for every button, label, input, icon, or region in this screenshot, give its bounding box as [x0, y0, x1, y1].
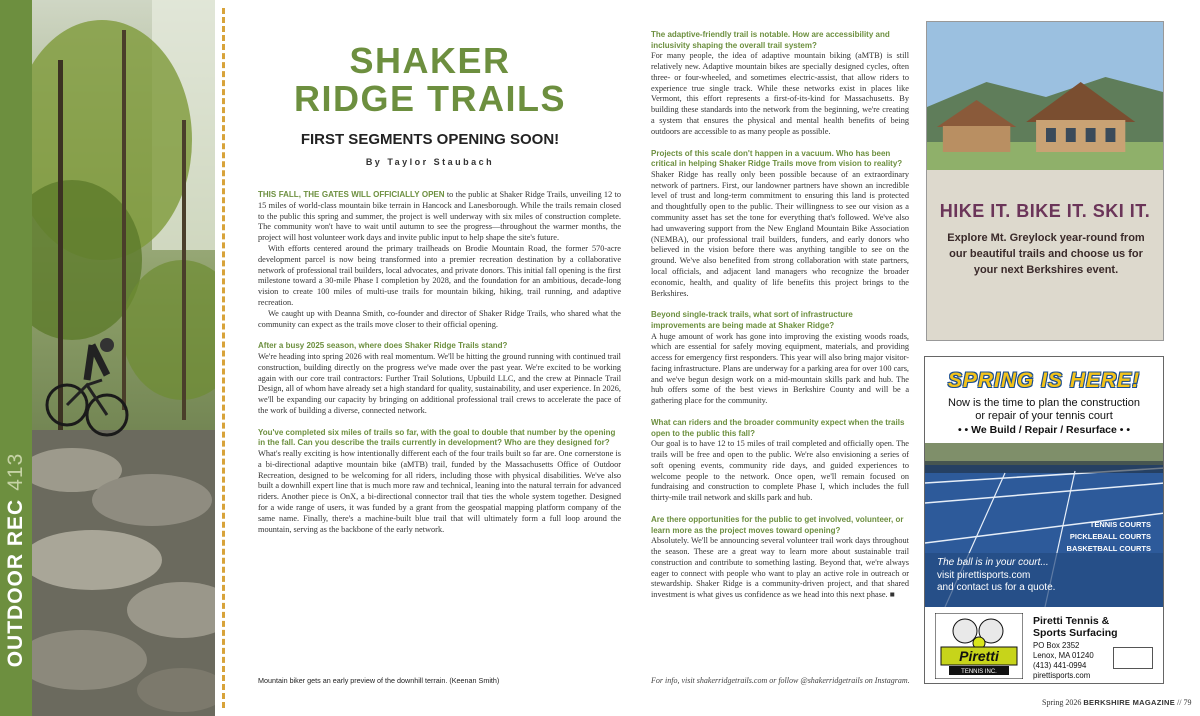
article-title: SHAKER RIDGE TRAILS [293, 40, 566, 119]
company-name: Piretti Tennis & Sports Surfacing [1033, 615, 1118, 639]
ad-line: or repair of your tennis court [975, 410, 1113, 422]
ad-line: Now is the time to plan the construction [948, 397, 1140, 409]
answer-paragraph: A huge amount of work has gone into improving the existing woods roads, which are essential for safely moving equipment, materials, and providing access for emergency first responders. This year will also bring major visitor-facing infrastructure. Plans are underway for a parking area for over 100 cars, and we've begun design work on a mid-mountain skills park and hub. The hub offers some of the best views in Berkshire County and will be a gathering place for the community. [651, 331, 910, 406]
answer-paragraph: Shaker Ridge has really only been possible because of an extraordinary network of partners. First, our landowner partners have shown an incredible level of trust and long-term commitment to ensuring this land is protected and thoughtfully open to the public. Their willingness to see our vision as a community asset has set the tone for everything that's followed. We've also had unwavering support from the New England Mountain Bike Association (NEMBA), our professional trail builders, funders, and early donors who believed in the vision before there was anything tangible to see on the ground. We've also benefited from strong collaboration with state partners, local officials, and adjacent land managers who recognize the broader economic, health, and quality of life benefits this project brings to the Berkshires. [651, 169, 909, 298]
article-subtitle: FIRST SEGMENTS OPENING SOON! [300, 131, 560, 148]
question-heading: The adaptive-friendly trail is notable. How are accessibility and inclusivity shaping the overall trail system? [651, 30, 890, 50]
end-mark: ■ [889, 590, 895, 600]
question-heading: Beyond single-track trails, what sort of infrastructure improvements are being made at Shaker Ridge? [651, 310, 853, 330]
accreditation-badge [1113, 647, 1153, 669]
photo-caption: Mountain biker gets an early preview of the downhill terrain. (Keenan Smith) [258, 676, 500, 685]
section-page-number: 413 [4, 452, 27, 491]
question-heading: Are there opportunities for the public to get involved, volunteer, or learn more as the project moves toward opening? [651, 515, 904, 535]
answer-paragraph: What's really exciting is how intentionally different each of the four trails built so far are. One cornerstone is a bi-directional adaptive mountain bike (aMTB) trail, funded by the Massachusetts Office of Outdoor Recreation, designed to be welcoming for all riders, including those with physical disabilities. We've also built a downhill expert line that is much more raw and technical, leaning into the natural terrain for advanced riders. Another piece is OnX, a bi-directional connector trail that ties the whole system together. Designed for a wide range of users, it was funded by a grant from the geospatial mapping platform company of the same name. Finally, there's a machine-built blue trail that will ultimately form a full loop around the mountain, serving as the backbone of the early network. [258, 448, 621, 534]
byline: By Taylor Staubach [365, 157, 495, 167]
answer-paragraph: Absolutely. We'll be announcing several volunteer trail work days throughout the season. These are a great way to learn more about sustainable trail construction and contribute to something lasting. Beyond that, we're always eager to connect with people who want to play an active role in outreach or stewardship. Shaker Ridge is a community-driven project, and that shared investment is what gives us confidence as we head into this next phase. [651, 536, 909, 600]
paragraph: We caught up with Deanna Smith, co-founder and director of Shaker Ridge Trails, who shared what the community can expect as the trails move closer to their official opening. [258, 308, 621, 329]
question-heading: What can riders and the broader community expect when the trails open to the public this fall? [651, 418, 905, 438]
greylock-ad[interactable] [926, 21, 1164, 341]
info-line: For info, visit shakerridgetrails.com or follow @shakerridgetrails on Instagram. [651, 676, 910, 685]
question-heading: You've completed six miles of trails so far, with the goal to double that number by the opening in the fall. Can you describe the trails currently in development? Who are they designed for? [258, 427, 616, 448]
answer-paragraph: For many people, the idea of adaptive mountain biking (aMTB) is still relatively new. Adaptive mountain bikes are specially designed cycles, often three- or four-wheeled, and sometimes electric-assist, that allow riders to experience true single track. While these networks exist in places like Vermont, this effort represents a first-of-its-kind for Massachusetts. By building these standards into the network from the beginning, we're creating a system that ensures the physical and mental health benefits of being outdoors are accessible to as many people as possible. [651, 51, 909, 136]
ad-headline: SPRING IS HERE! [947, 369, 1141, 392]
lead-in: THIS FALL, THE GATES WILL OFFICIALLY OPEN [258, 190, 445, 199]
question-heading: Projects of this scale don't happen in a vacuum. Who has been critical in helping Shaker Ridge Trails move from vision to reality? [651, 148, 903, 169]
paragraph: With efforts centered around the primary trailheads on Brodie Mountain Road, the former 570-acre development parcel is now being transformed into a premier recreation destination by a collaborative network of professional trail builders, local advocates, and private donors. This initial fall opening is the first milestone toward a 30-mile Phase I completion by 2028, and the foundation for an ambitious, decade-long vision to create 100 miles of multi-use trails for mountain biking, hiking, trail running, and adaptive recreation. [258, 243, 621, 307]
lodge-photo [927, 22, 1163, 170]
logo-subtext: TENNIS INC. [961, 669, 997, 675]
piretti-ad[interactable] [924, 356, 1164, 684]
court-types: TENNIS COURTS PICKLEBALL COURTS BASKETBALL COURTS [1066, 520, 1151, 553]
logo-text: Piretti [959, 648, 999, 664]
paragraph: to the public at Shaker Ridge Trails, unveiling 12 to 15 miles of world-class mountain bike terrain in Hancock and Lanesborough. While the trails remain closed to the public this spring and summer, the project is well underway with six miles of construction complete. The community won't have to wait until autumn to see the progress—throughout the warmer months, the project will host volunteer work days and invite public input to help shape the site's future. [258, 190, 622, 243]
mountain-biker-photo [32, 0, 215, 716]
article-column-2 [651, 30, 909, 601]
ad-headline: HIKE IT. BIKE IT. SKI IT. [939, 201, 1151, 221]
ad-visit-line: and contact us for a quote. [937, 582, 1056, 593]
ad-footer [925, 607, 1164, 684]
section-strip [0, 0, 32, 716]
ad-body: Explore Mt. Greylock year-round from our beautiful trails and choose us for your next Berkshires event. [947, 232, 1145, 276]
answer-paragraph: Our goal is to have 12 to 15 miles of trail completed and officially open. The trails will be free and open to the public. We're also envisioning a series of soft opening events, community ride days, and guided experiences to welcome people to the network. Once open, we'll remain focused on fundraising and construction to complete Phase I, which includes the full thirty-mile trail network and skills park and hub. [651, 439, 909, 503]
ad-services-line: • • We Build / Repair / Resurface • • [957, 424, 1131, 436]
answer-paragraph: We're heading into spring 2026 with real momentum. We'll be hitting the ground running with continued trail construction, building directly on the progress we've made over the past year. We're excited to be working again with our core trail contractors: Further Trail Solutions, Upbuild LLC, and the crew at Pinnacle Trail Design, all of whom have already set a high standard for quality, sustainability, and user experience. In 2026, we'll be expanding our capacity by bringing on additional professional trail crews to accelerate the pace of the work of building a diverse, connected network. [258, 351, 621, 415]
ad-tagline: The ball is in your court... [937, 557, 1049, 568]
section-label: OUTDOOR REC413 [4, 452, 27, 668]
question-heading: After a busy 2025 season, where does Shaker Ridge Trails stand? [258, 341, 508, 351]
company-contact: PO Box 2352 Lenox, MA 01240 (413) 441-0994 pirettisports.com [1033, 641, 1094, 680]
piretti-logo [935, 613, 1023, 679]
column-divider [222, 8, 225, 708]
page-folio: Spring 2026 BERKSHIRE MAGAZINE // 79 [1042, 698, 1192, 707]
ad-visit-line: visit pirettisports.com [937, 570, 1031, 581]
article-column-1 [258, 190, 621, 535]
